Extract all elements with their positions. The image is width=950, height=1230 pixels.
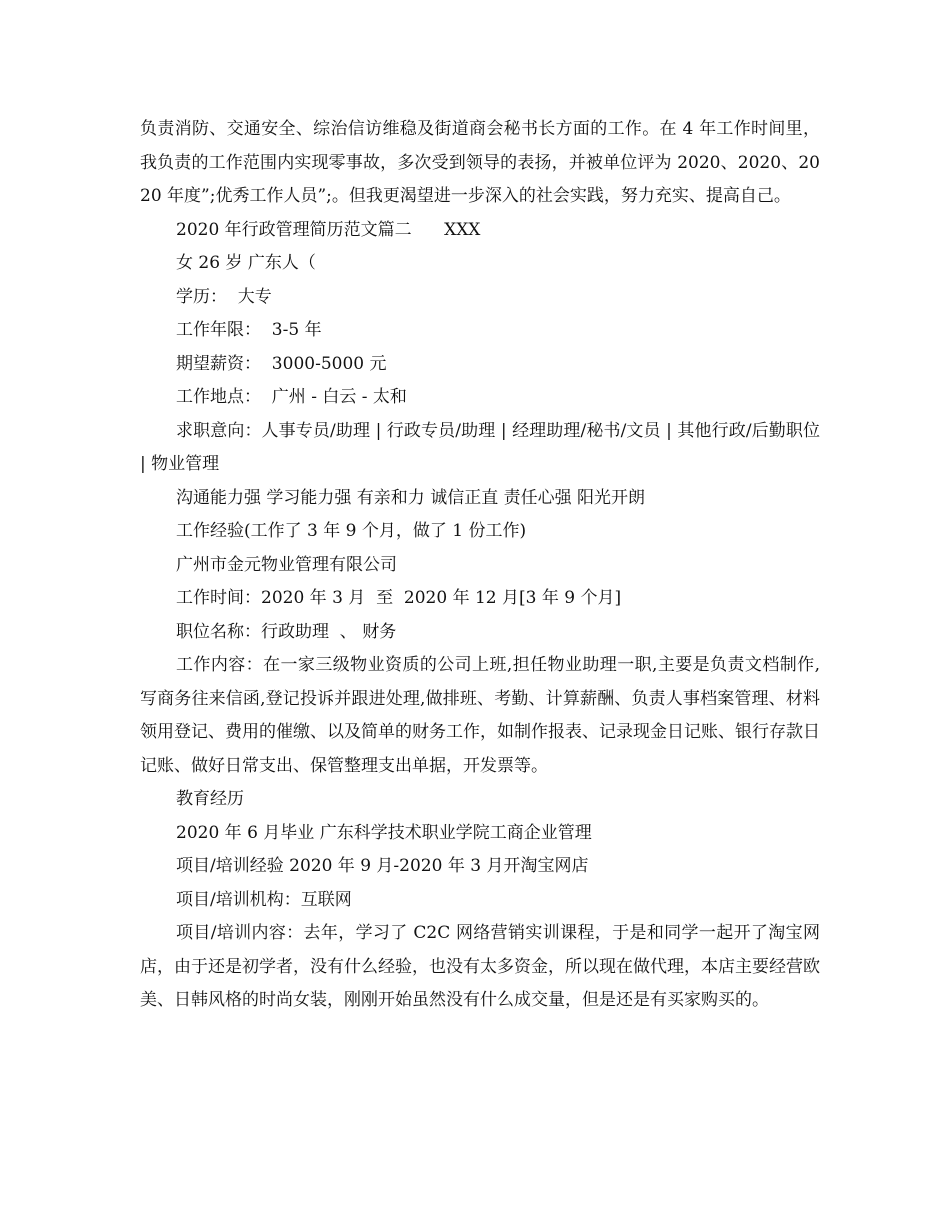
paragraph-work-period: 工作时间：2020 年 3 月 至 2020 年 12 月[3 年 9 个月] (176, 588, 622, 608)
paragraph-work-location: 工作地点： 广州 - 白云 - 太和 (176, 387, 407, 407)
paragraph-company-name: 广州市金元物业管理有限公司 (176, 554, 397, 575)
paragraph-education-heading: 教育经历 (176, 789, 244, 809)
paragraph-position-title: 职位名称：行政助理 、 财务 (176, 621, 397, 642)
paragraph-project-institution: 项目/培训机构：互联网 (176, 889, 352, 910)
paragraph-job-intention: 求职意向：人事专员/助理 | 行政专员/助理 | 经理助理/秘书/文员 | 其他行政/后勤职位 | 物业管理 (140, 420, 820, 474)
paragraph-self-assessment: 沟通能力强 学习能力强 有亲和力 诚信正直 责任心强 阳光开朗 (176, 487, 646, 508)
paragraph-personal-info: 女 26 岁 广东人（ (176, 253, 316, 273)
paragraph-project-content: 项目/培训内容：去年，学习了 C2C 网络营销实训课程，于是和同学一起开了淘宝网店，由于还是初学者，没有什么经验，也没有太多资金，所以现在做代理，本店主要经营欧美、日韩风格的时尚女装，刚刚开始虽然没有什么成交量，但是还是有买家购买的。 (140, 923, 820, 1010)
paragraph-job-content: 工作内容：在一家三级物业资质的公司上班,担任物业助理一职,主要是负责文档制作,写商务往来信函,登记投诉并跟进处理,做排班、考勤、计算薪酬、负责人事档案管理、材料领用登记、费用的催缴、以及简单的财务工作，如制作报表、记录现金日记账、银行存款日记账、做好日常支出、保管整理支出单据，开发票等。 (140, 655, 820, 776)
paragraph-work-summary: 负责消防、交通安全、综治信访维稳及街道商会秘书长方面的工作。在 4 年工作时间里，我负责的工作范围内实现零事故，多次受到领导的表扬，并被单位评为 2020、2020、2020 年度”;优秀工作人员”;。但我更渴望进一步深入的社会实践，努力充实、提高自己。 (140, 119, 820, 206)
paragraph-graduation: 2020 年 6 月毕业 广东科学技术职业学院工商企业管理 (176, 822, 592, 843)
paragraph-project-experience: 项目/培训经验 2020 年 9 月-2020 年 3 月开淘宝网店 (176, 856, 589, 876)
paragraph-work-years: 工作年限： 3-5 年 (176, 320, 322, 340)
paragraph-education-level: 学历： 大专 (176, 286, 272, 307)
paragraph-resume-title: 2020 年行政管理简历范文篇二 XXX (176, 219, 481, 240)
paragraph-expected-salary: 期望薪资： 3000-5000 元 (176, 353, 387, 374)
document-body (140, 113, 820, 1018)
paragraph-experience-heading: 工作经验(工作了 3 年 9 个月，做了 1 份工作) (176, 521, 527, 541)
